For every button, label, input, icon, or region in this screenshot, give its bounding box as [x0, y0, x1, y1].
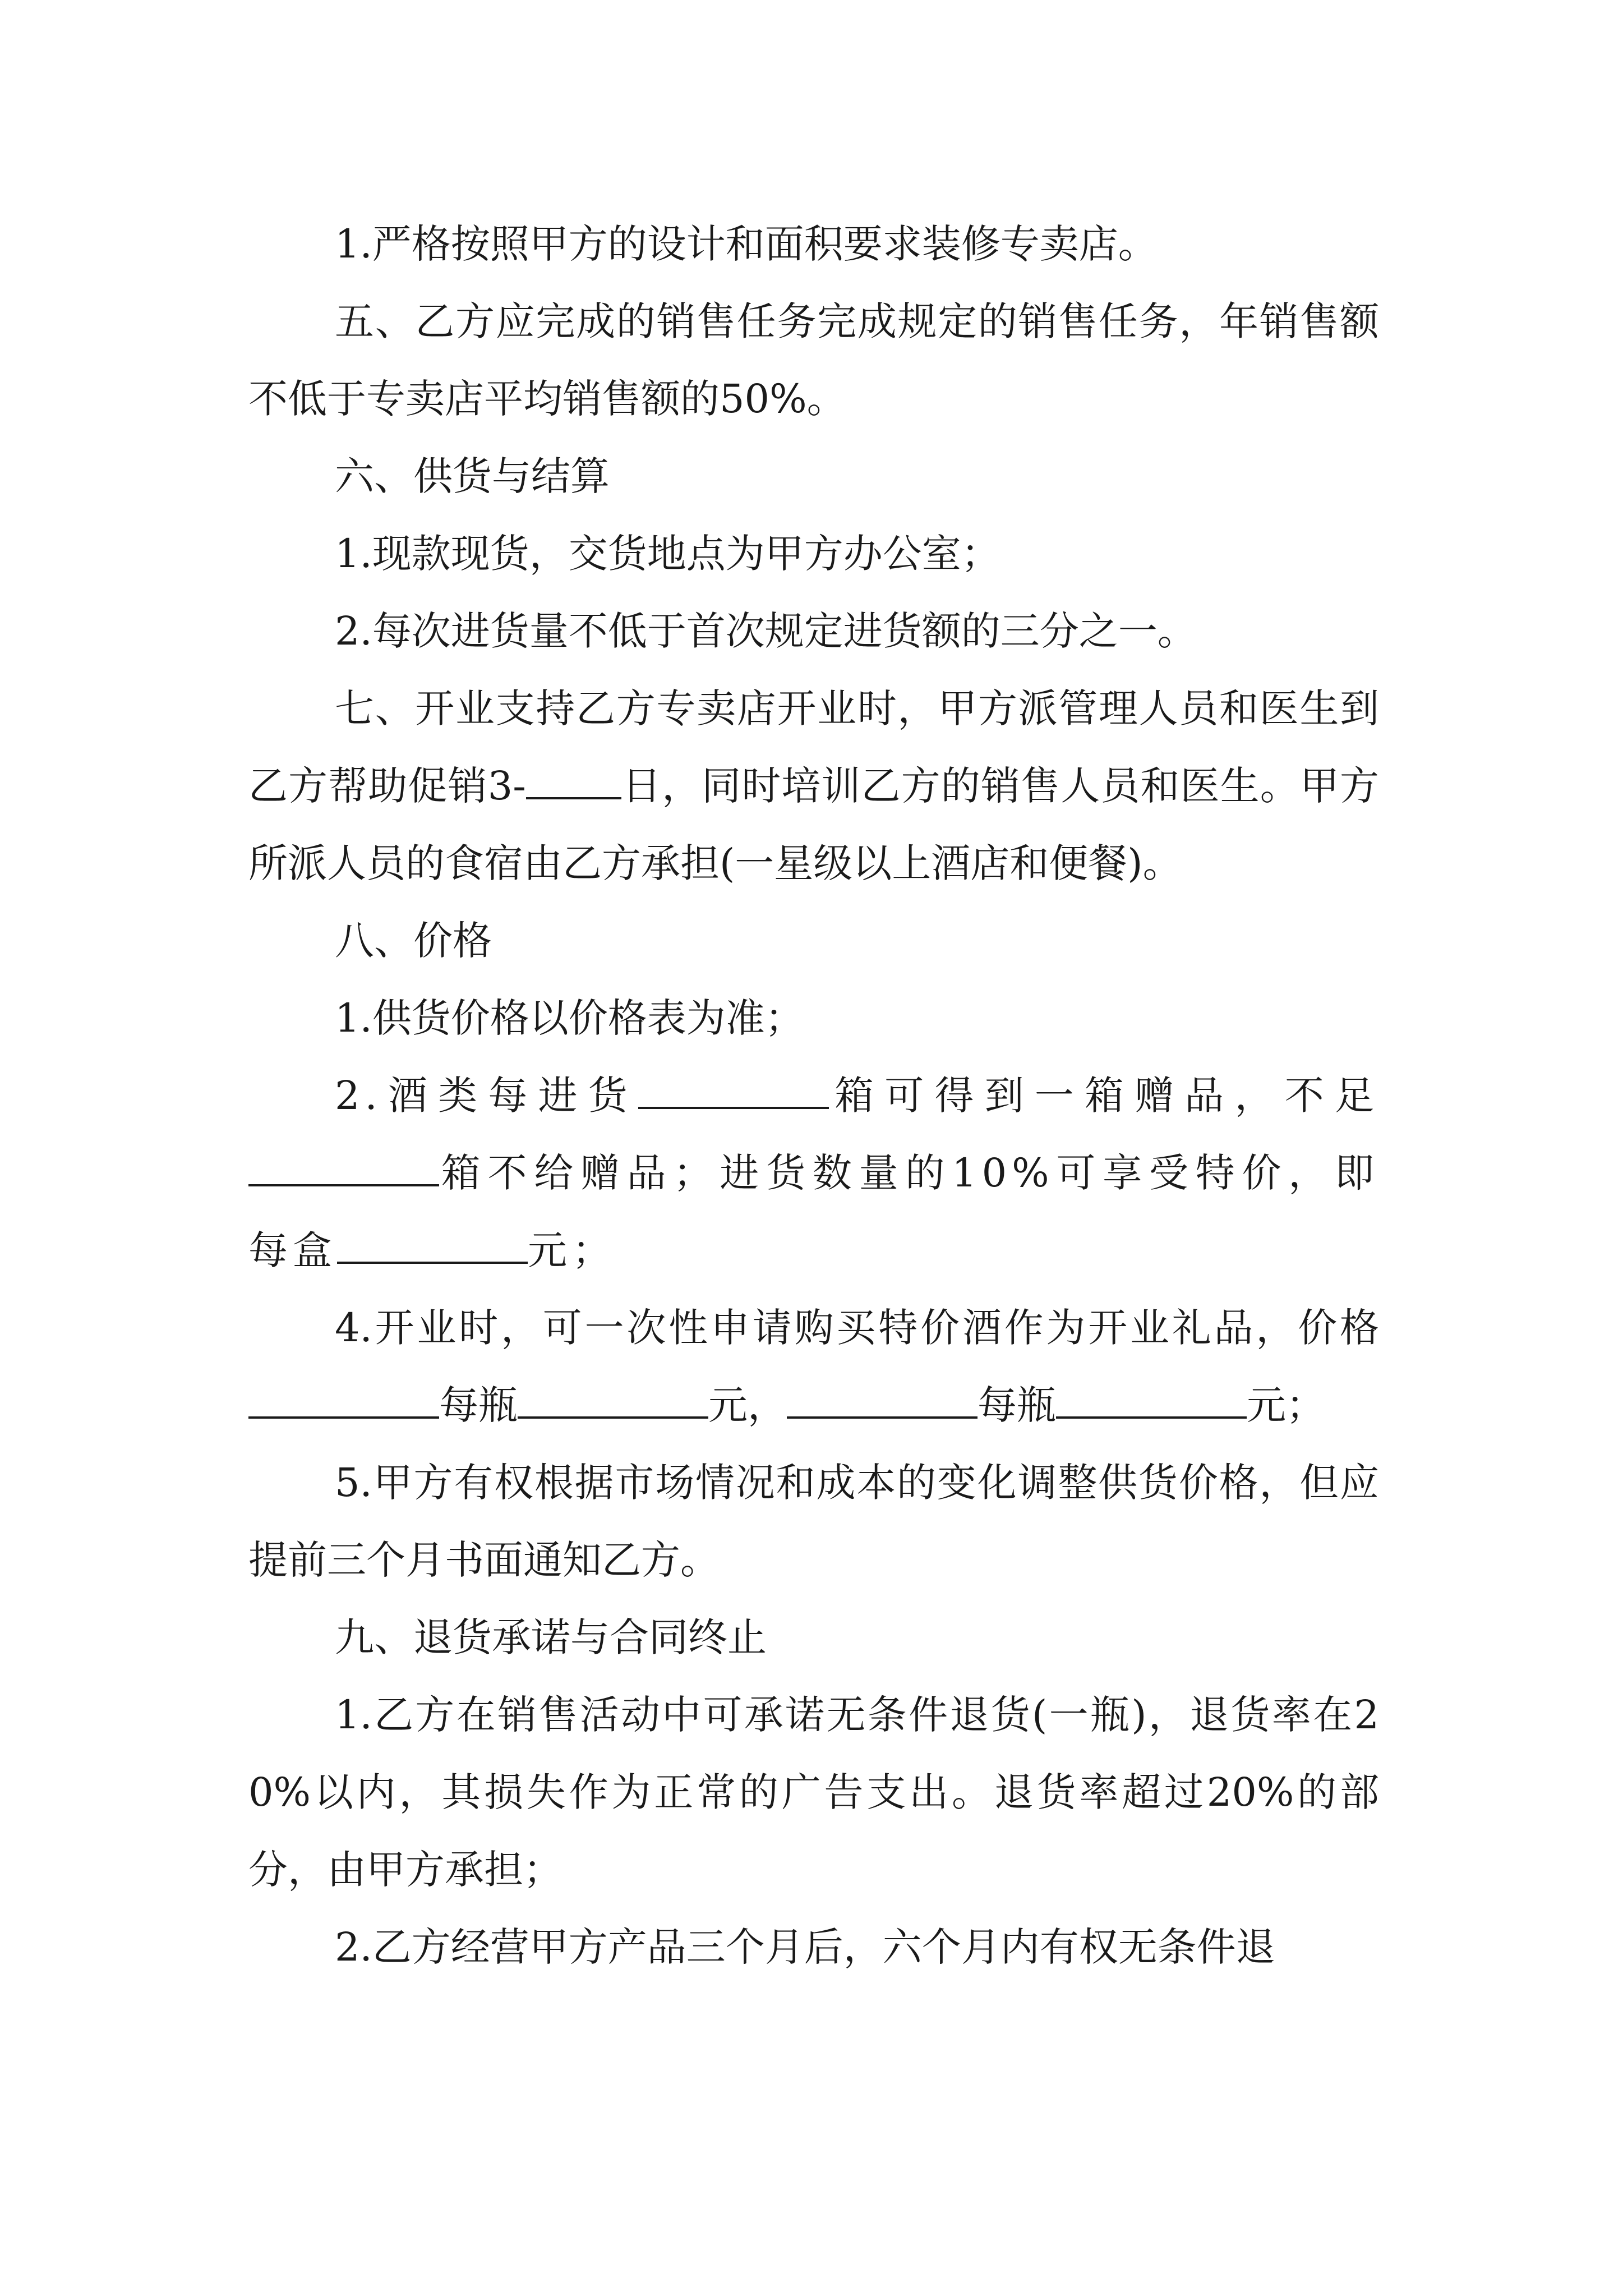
- heading-price: [248, 902, 1379, 979]
- paragraph-text: 1.现款现货，交货地点为甲方办公室；: [335, 531, 1000, 577]
- paragraph-text: 箱不给赠品；进货数量的10%可享受特价，即每盒: [248, 1150, 1379, 1273]
- blank-days[interactable]: [526, 763, 621, 799]
- paragraph-opening-support: [248, 670, 1379, 902]
- blank-cases-minimum[interactable]: [248, 1151, 439, 1186]
- paragraph-cash-delivery: [248, 515, 1379, 592]
- paragraph-text: 1.乙方在销售活动中可承诺无条件退货(一瓶)，退货率在20%以内，其损失作为正常的广告支出。退货率超过20%的部分，由甲方承担；: [248, 1692, 1379, 1893]
- paragraph-order-quantity: [248, 592, 1379, 670]
- heading-supply-settlement: [248, 438, 1379, 515]
- paragraph-text: 五、乙方应完成的销售任务完成规定的销售任务，年销售额不低于专卖店平均销售额的50%。: [248, 298, 1379, 422]
- paragraph-text: 2.酒类每进货: [335, 1073, 638, 1119]
- document-body: [248, 205, 1379, 1986]
- paragraph-text: 元；: [1247, 1382, 1325, 1428]
- paragraph-text: 每瓶: [978, 1382, 1056, 1428]
- paragraph-price-list: [248, 979, 1379, 1057]
- paragraph-price-adjust: [248, 1444, 1379, 1599]
- paragraph-text: 每瓶: [439, 1382, 518, 1428]
- paragraph-return-rate: [248, 1676, 1379, 1908]
- blank-product-1[interactable]: [248, 1383, 439, 1419]
- blank-price-per-box[interactable]: [337, 1228, 528, 1264]
- paragraph-text: 2.乙方经营甲方产品三个月后，六个月内有权无条件退: [335, 1924, 1275, 1970]
- paragraph-text: 元；: [528, 1227, 616, 1273]
- paragraph-gift-rule: [248, 1057, 1379, 1289]
- paragraph-decoration-clause: [248, 205, 1379, 283]
- paragraph-text: 1.供货价格以价格表为准；: [335, 995, 804, 1041]
- paragraph-return-right: [248, 1908, 1379, 1986]
- blank-product-2[interactable]: [787, 1383, 978, 1419]
- section-heading: 九、退货承诺与合同终止: [335, 1614, 767, 1660]
- paragraph-sales-task: [248, 283, 1379, 438]
- paragraph-text: 5.甲方有权根据市场情况和成本的变化调整供货价格，但应提前三个月书面通知乙方。: [248, 1460, 1379, 1583]
- blank-price-1[interactable]: [518, 1383, 708, 1419]
- paragraph-text: 2.每次进货量不低于首次规定进货额的三分之一。: [335, 608, 1197, 654]
- paragraph-text: 4.开业时，可一次性申请购买特价酒作为开业礼品，价格: [335, 1305, 1379, 1351]
- section-heading: 八、价格: [335, 918, 492, 964]
- blank-price-2[interactable]: [1056, 1383, 1247, 1419]
- paragraph-text: 1.严格按照甲方的设计和面积要求装修专卖店。: [335, 221, 1158, 267]
- section-heading: 六、供货与结算: [335, 453, 610, 499]
- paragraph-text: 箱可得到一箱赠品，不足: [828, 1073, 1379, 1119]
- paragraph-text: 日，同时培训乙方的销售人员和医生。甲方所派人员的食宿由乙方承担(一星级以上酒店和便餐)。: [248, 763, 1379, 886]
- paragraph-text: 元，: [708, 1382, 787, 1428]
- paragraph-text: 七、开业支持乙方专卖店开业时，甲方派管理人员和医生到乙方帮助促销3-: [248, 685, 1379, 809]
- blank-cases-per-gift[interactable]: [638, 1073, 829, 1109]
- paragraph-opening-gift: [248, 1289, 1379, 1444]
- heading-returns: [248, 1599, 1379, 1676]
